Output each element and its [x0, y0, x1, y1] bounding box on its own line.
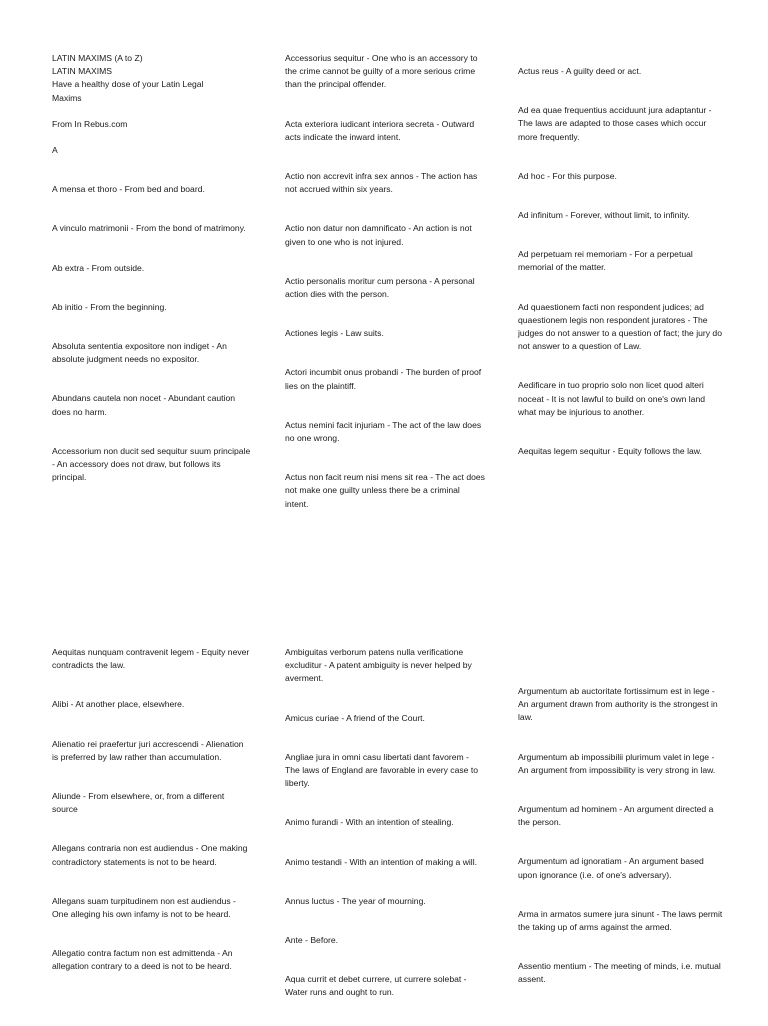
document-source: From In Rebus.com	[52, 118, 128, 129]
maxim-entry: Allegatio contra factum non est admittenda - An allegation contrary to a deed is not to be heard.	[52, 948, 233, 972]
maxim-entry: Accessorium non ducit sed sequitur suum principale - An accessory does not draw, but follows its principal.	[52, 445, 251, 483]
maxim-entry: Actus non facit reum nisi mens sit rea - The act does not make one guilty unless there be a criminal intent.	[285, 472, 485, 509]
maxim-entry: Actus reus - A guilty deed or act.	[518, 66, 642, 76]
page1-column-3	[518, 65, 724, 484]
maxim-entry: Argumentum ad ignoratiam - An argument based upon ignorance (i.e. of one's adversary).	[518, 856, 704, 880]
maxim-entry: Abundans cautela non nocet - Abundant caution does no harm.	[52, 393, 235, 417]
maxim-entry: Argumentum ad hominem - An argument directed a the person.	[518, 804, 714, 828]
maxim-entry: Absoluta sententia expositore non indiget - An absolute judgment needs no expositor.	[52, 341, 227, 365]
maxim-entry: Actio non datur non damnificato - An action is not given to one who is not injured.	[285, 223, 472, 247]
page1-column-1	[52, 52, 252, 510]
maxim-entry: Argumentum ab auctoritate fortissimum est in lege - An argument drawn from authority is the strongest in law.	[518, 686, 718, 723]
maxim-entry: Actus nemini facit injuriam - The act of the law does no one wrong.	[285, 419, 482, 444]
maxim-entry: A vinculo matrimonii - From the bond of matrimony.	[52, 223, 246, 234]
maxim-entry: Actiones legis - Law suits.	[285, 328, 384, 339]
section-letter: A	[52, 145, 58, 156]
maxim-entry: Aedificare in tuo proprio solo non licet quod alteri noceat - It is not lawful to build on one's own land what may be injurious to another.	[518, 380, 705, 417]
maxim-entry: Animo furandi - With an intention of stealing.	[285, 817, 454, 828]
maxim-entry: Ambiguitas verborum patens nulla verificatione excluditur - A patent ambiguity is never helped by averment.	[285, 647, 472, 684]
page2-column-3	[518, 685, 724, 1013]
maxim-entry: A mensa et thoro - From bed and board.	[52, 184, 205, 195]
maxim-entry: Ante - Before.	[285, 935, 339, 946]
maxim-entry: Ab initio - From the beginning.	[52, 301, 167, 312]
maxim-entry: Actori incumbit onus probandi - The burden of proof lies on the plaintiff.	[285, 367, 482, 391]
maxim-entry: Ad ea quae frequentius acciduunt jura adaptantur - The laws are adapted to those cases which occur more frequently.	[518, 105, 712, 142]
page2-column-2	[285, 646, 485, 1026]
page2-column-1	[52, 646, 252, 1000]
maxim-entry: Amicus curiae - A friend of the Court.	[285, 712, 425, 723]
page1-column-2	[285, 52, 485, 537]
maxim-entry: Actio personalis moritur cum persona - A personal action dies with the person.	[285, 275, 475, 300]
document-subtitle: LATIN MAXIMS	[52, 66, 113, 77]
maxim-entry: Aequitas nunquam contravenit legem - Equity never contradicts the law.	[52, 647, 250, 671]
document-header	[52, 52, 252, 157]
maxim-entry: Ad perpetuam rei memoriam - For a perpetual memorial of the matter.	[518, 249, 693, 273]
maxim-entry: Angliae jura in omni casu libertati dant favorem - The laws of England are favorable in every case to liberty.	[285, 751, 478, 789]
maxim-entry: Animo testandi - With an intention of making a will.	[285, 856, 478, 867]
maxim-entry: Allegans suam turpitudinem non est audiendus - One alleging his own infamy is not to be heard.	[52, 895, 236, 920]
maxim-entry: Ad quaestionem facti non respondent judices; ad quaestionem legis non respondent juratores - The judges do not answer to a question of fact; the jury do not answer to a question of Law.	[518, 301, 722, 352]
maxim-entry: Annus luctus - The year of mourning.	[285, 895, 426, 906]
maxim-entry: Ab extra - From outside.	[52, 262, 145, 273]
document-tagline: Have a healthy dose of your Latin Legal Maxims	[52, 79, 206, 103]
maxim-entry: Actio non accrevit infra sex annos - The action has not accrued within six years.	[285, 171, 478, 195]
maxim-entry: Aqua currit et debet currere, ut currere solebat - Water runs and ought to run.	[285, 974, 467, 998]
maxim-entry: Acta exteriora iudicant interiora secreta - Outward acts indicate the inward intent.	[285, 118, 475, 142]
maxim-entry: Argumentum ab impossibilii plurimum valet in lege - An argument from impossibility is very strong in law.	[518, 751, 716, 775]
maxim-entry: Accessorius sequitur - One who is an accessory to the crime cannot be guilty of a more serious crime than the principal offender.	[285, 53, 478, 90]
maxim-entry: Arma in armatos sumere jura sinunt - The laws permit the taking up of arms against the armed.	[518, 908, 723, 933]
maxim-entry: Assentio mentium - The meeting of minds, i.e. mutual assent.	[518, 961, 721, 985]
maxim-entry: Aliunde - From elsewhere, or, from a different source	[52, 791, 225, 815]
maxim-entry: Aequitas legem sequitur - Equity follows the law.	[518, 446, 702, 457]
maxim-entry: Ad infinitum - Forever, without limit, to infinity.	[518, 210, 690, 221]
maxim-entry: Allegans contraria non est audiendus - One making contradictory statements is not to be heard.	[52, 843, 248, 867]
maxim-entry: Ad hoc - For this purpose.	[518, 170, 617, 181]
document-title: LATIN MAXIMS (A to Z)	[52, 53, 143, 63]
maxim-entry: Alienatio rei praefertur juri accrescendi - Alienation is preferred by law rather than accumulation.	[52, 738, 244, 762]
maxim-entry: Alibi - At another place, elsewhere.	[52, 699, 185, 710]
